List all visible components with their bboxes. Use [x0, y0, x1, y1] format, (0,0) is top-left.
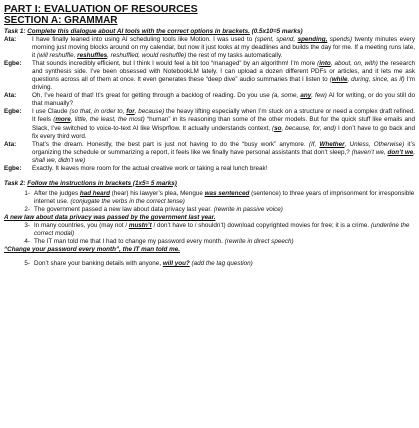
body-text: Exactly. It leaves more room for the actual creative work or taking a real lunch break!: [32, 164, 268, 172]
speaker-name: Egbe:: [4, 60, 22, 68]
rewrite-answer: A new law about data privacy was passed by the government last year.: [4, 213, 216, 221]
options-text: , little, the least, the most): [70, 116, 145, 124]
answer-text: will you?: [162, 260, 190, 268]
body-text: the research and synthesis side. I’ve been obsessed with NotebookLM lately. I can upload a dozen different PDFs or articles, and it lets me ask questions across all of them at once. It even generates these “deep dive” audio summaries that I listen to: [32, 60, 415, 84]
answer-text: had heard: [79, 189, 110, 197]
dialogue-text: [32, 108, 415, 140]
question-number: 4-: [24, 238, 30, 246]
answer-text: more: [55, 116, 71, 124]
answer-text: Whether: [319, 140, 345, 148]
body-text: That’s the dream. Honestly, the best part is just not having to do the “busy work” anymore.: [32, 140, 309, 148]
task2-prefix: Task 2:: [4, 179, 28, 187]
question-text: [34, 190, 415, 206]
body-text: “human” in its reasoning than some of the other models. But for the quick stuff like emails and Slack, I’ve switched to voice-to-text AI like Wisprflow. It actually understands context,: [32, 116, 415, 132]
task2-instruction: [4, 180, 415, 188]
dialogue-text: [32, 60, 415, 92]
speaker-name: Ata:: [4, 92, 17, 100]
answer-text: mustn’t: [128, 221, 152, 229]
options-text: (so that, in order to,: [69, 108, 127, 116]
options-text: (spent, spend,: [254, 36, 298, 43]
body-text: the heavy lifting especially when I’m stuck on a structure or need a complex draft refined. It feels: [32, 108, 415, 124]
options-text: (add the tag question): [191, 260, 253, 268]
body-text: it’s organizing the schedule or summarizing a report, it feels like we finally have personal assistants that don’t sleep,?: [32, 140, 416, 156]
question-text: [34, 222, 415, 238]
speaker-name: Egbe:: [4, 164, 22, 172]
body-text: the rest of my tasks automatically.: [186, 52, 283, 60]
dialogue-turn: [4, 92, 415, 108]
dialogue-turn: [4, 165, 415, 173]
options-text: , because): [134, 108, 165, 116]
options-text: (: [271, 124, 275, 132]
options-text: , few): [311, 92, 327, 100]
body-text: The IT man told me that I had to change my password every month.: [34, 238, 225, 246]
options-text: (: [53, 116, 56, 124]
question-item: [4, 206, 415, 214]
body-text: I use Claude: [32, 108, 70, 116]
answer-text: any: [300, 92, 312, 100]
body-text: I have finally leaned into using AI scheduling tools like Motion. I was used to: [32, 36, 255, 43]
task1-marks: (0.5x10=5 marks): [249, 28, 303, 35]
question-item: [4, 222, 415, 238]
dialogue-turn: [4, 141, 415, 165]
answer-text: so: [274, 124, 282, 132]
dialogue-turn: [4, 60, 415, 92]
question-number: 2-: [24, 205, 30, 213]
task1-prefix: Task 1:: [4, 28, 28, 35]
speaker-name: Egbe:: [4, 108, 22, 116]
options-text: , because, for, and): [281, 124, 337, 132]
questions-list: [4, 190, 415, 268]
body-text: That sounds incredibly efficient, but I think I would feel a bit too “managed” by an algorithm! I’m more: [32, 60, 318, 68]
question-number: 3-: [24, 221, 30, 229]
body-text: twenty minutes every morning just moving blocks around on my calendar, but now it just looks at my deadlines and builds the day for me. If a meeting runs late, it: [32, 36, 415, 60]
body-text: In many countries, you (may not /: [34, 221, 129, 229]
options-text: (rewrite in passive voice): [213, 205, 283, 213]
dialogue-text: [32, 36, 415, 60]
body-text: The government passed a new law about data privacy last year.: [34, 205, 214, 213]
answer-text: was sentenced: [204, 189, 250, 197]
options-text: (: [329, 76, 332, 84]
body-text: After the judges: [34, 189, 80, 197]
question-item: [4, 190, 415, 206]
answer-text: reshuffles: [77, 52, 108, 60]
options-text: (rewrite in direct speech): [224, 238, 294, 246]
question-text: [34, 238, 415, 246]
options-text: spends): [327, 36, 353, 43]
answer-text: spending,: [297, 36, 328, 43]
body-text: AI for writing, or do you still do that manually?: [32, 92, 416, 108]
dialogue-turn: [4, 108, 415, 140]
options-text: (underline the correct modal): [34, 221, 410, 238]
options-text: , about, on, with): [330, 60, 378, 68]
question-item: [4, 260, 415, 268]
task2-text: Follow the instructions in brackets (1x5= 5 marks): [27, 179, 177, 187]
body-text: Oh, I’ve heard of that! It’s great for getting through a backlog of reading. Do you use: [32, 92, 272, 100]
options-text: (: [317, 60, 320, 68]
answer-text: while: [331, 76, 348, 84]
answer-text: into: [319, 60, 331, 68]
question-number: 5-: [24, 260, 30, 268]
speaker-name: Ata:: [4, 140, 17, 148]
options-text: , Unless, Otherwise): [344, 140, 405, 148]
options-text: (haven’t we,: [351, 148, 388, 156]
dialogue-text: [32, 92, 415, 108]
body-text: (sentence) to three years of imprisonment for irresponsible internet use.: [34, 189, 415, 205]
body-text: I’m driving.: [32, 76, 415, 92]
rewrite-answer: “Change your password every month”, the IT man told me.: [4, 246, 180, 254]
dialogue-text: [32, 165, 415, 173]
options-text: (a, some,: [271, 92, 301, 100]
speaker-name: Ata:: [4, 36, 17, 43]
dialogue-turn: [4, 36, 415, 60]
body-text: Don’t share your banking details with anyone,: [34, 260, 163, 268]
task1-text: Complete this dialogue about AI tools with the correct options in brackets.: [27, 28, 250, 35]
question-number: 1-: [24, 189, 30, 197]
options-text: , reshuffled, would reshuffle): [107, 52, 187, 60]
body-text: (hear) his lawyer’s plea, Mengue: [109, 189, 205, 197]
body-text: / don’t have to / shouldn’t) download copyrighted movies for free; it is a crime.: [151, 221, 371, 229]
answer-text: for: [126, 108, 135, 116]
task1-instruction: [4, 28, 415, 36]
options-text: , shall we, didn’t we): [32, 148, 415, 164]
section-title: SECTION A: GRAMMAR: [4, 15, 118, 26]
options-text: , during, since, as if): [347, 76, 405, 84]
options-text: (If,: [308, 140, 320, 148]
options-text: (will reshuffle,: [36, 52, 78, 60]
body-text: I don’t have to go back and fix every third word.: [32, 124, 415, 140]
question-text: [34, 206, 415, 214]
options-text: (conjugate the verbs in the correct tense): [70, 197, 185, 205]
dialogue-text: [32, 141, 415, 165]
question-text: [34, 260, 415, 268]
part-title: PART I: EVALUATION OF RESOURCES: [4, 3, 198, 15]
answer-text: don’t we: [387, 148, 414, 156]
dialogue: [4, 36, 415, 173]
question-item: [4, 238, 415, 246]
